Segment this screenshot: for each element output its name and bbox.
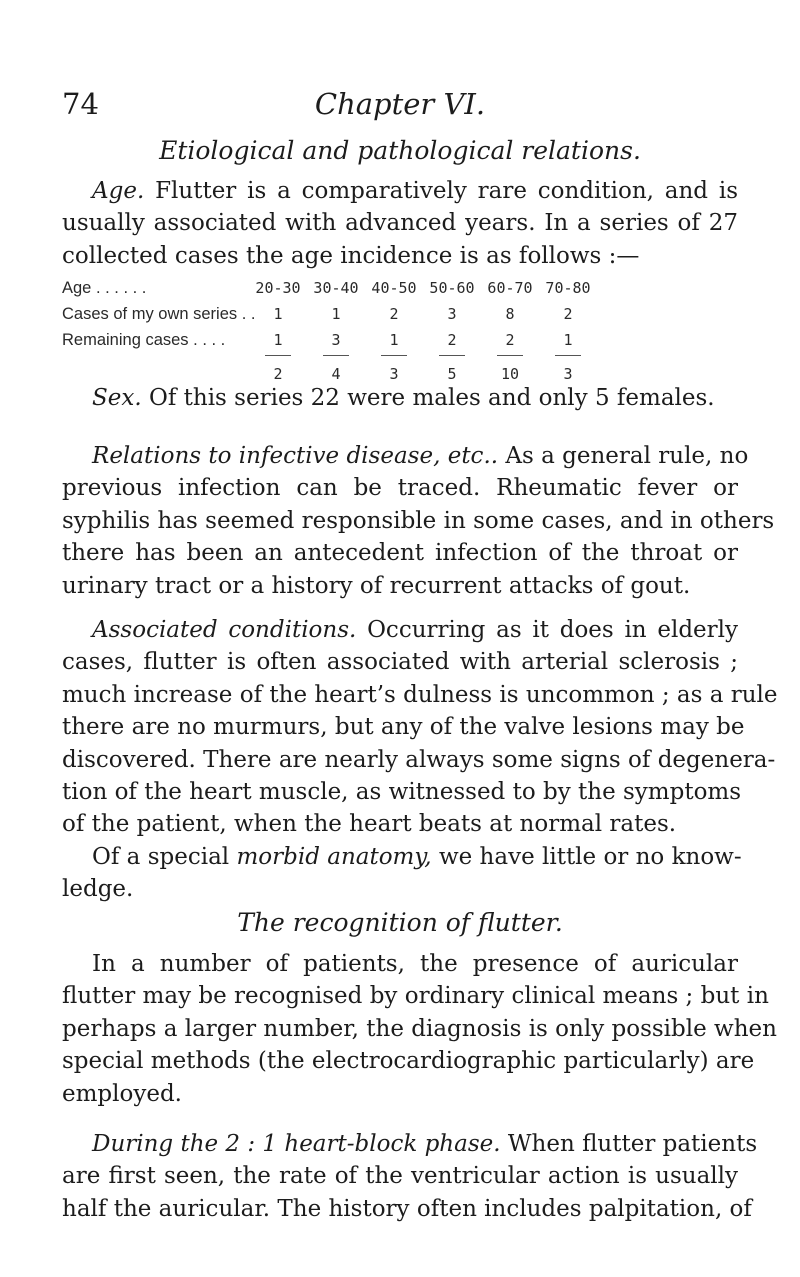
- sex-paragraph: Sex. Of this series 22 were males and only 5 females.: [92, 385, 715, 411]
- heartblock-lead: During the 2 : 1 heart-block phase.: [92, 1131, 501, 1157]
- recognition-paragraph: In a number of patients, the presence of auricular flutter may be recognised by ordinary clinical means ; but in perhaps a larger number, the diagnosis is only possible when special methods (the electrocardiographic particularly) are employed.: [62, 951, 777, 1107]
- totals-row: 2 4 3 5 10 3: [273, 365, 573, 383]
- relations-lead: Relations to infective disease, etc..: [92, 443, 499, 469]
- morbid-anatomy-term: morbid anatomy,: [236, 844, 432, 870]
- age-paragraph: Age. Flutter is a comparatively rare condition, and is usually associated with advanced years. In a series of 27 collected cases the age incidence is as follows :—: [62, 178, 738, 269]
- anatomy-paragraph: Of a special morbid anatomy, we have little or no know- ledge.: [62, 844, 742, 903]
- sex-lead: Sex.: [92, 385, 142, 411]
- table-row: Remaining cases . . . . 1 3 1 2 2 1: [62, 327, 742, 353]
- table-row: Age . . . . . . 20-30 30-40 40-50 50-60 60-70 70-80: [62, 275, 742, 301]
- age-incidence-table: [62, 275, 742, 387]
- row-label-age: Age . . . . . .: [62, 279, 147, 297]
- chapter-title: Chapter VI.: [314, 87, 486, 121]
- sum-rules: [62, 353, 742, 361]
- table-row: Cases of my own series . . 1 1 2 3 8 2: [62, 301, 742, 327]
- associated-paragraph: Associated conditions. Occurring as it does in elderly cases, flutter is often associated with arterial sclerosis ; much increase of the heart’s dulness is uncommon ; as a rule there are no murmurs, but any of the valve lesions may be discovered. There are nearly always some signs of degenera- tion of the heart muscle, as witnessed to by the symptoms of the patient, when the heart beats at normal rates.: [62, 617, 778, 838]
- age-lead: Age.: [92, 178, 145, 204]
- row-label-own-series: Cases of my own series . .: [62, 305, 256, 323]
- associated-lead: Associated conditions.: [92, 617, 357, 643]
- page-number: 74: [62, 87, 99, 121]
- running-header: [62, 86, 738, 122]
- row-label-remaining: Remaining cases . . . .: [62, 331, 226, 349]
- section-title-etiological: Etiological and pathological relations.: [159, 136, 641, 165]
- relations-paragraph: Relations to infective disease, etc.. As a general rule, no previous infection can be traced. Rheumatic fever or syphilis has seemed responsible in some cases, and in others there has been an antecedent infection of the throat or urinary tract or a history of recurrent attacks of gout.: [62, 443, 775, 599]
- heartblock-paragraph: During the 2 : 1 heart-block phase. When flutter patients are first seen, the rate of the ventricular action is usually half the auricular. The history often includes palpitation, of: [62, 1131, 758, 1222]
- section-title-recognition: The recognition of flutter.: [237, 908, 563, 937]
